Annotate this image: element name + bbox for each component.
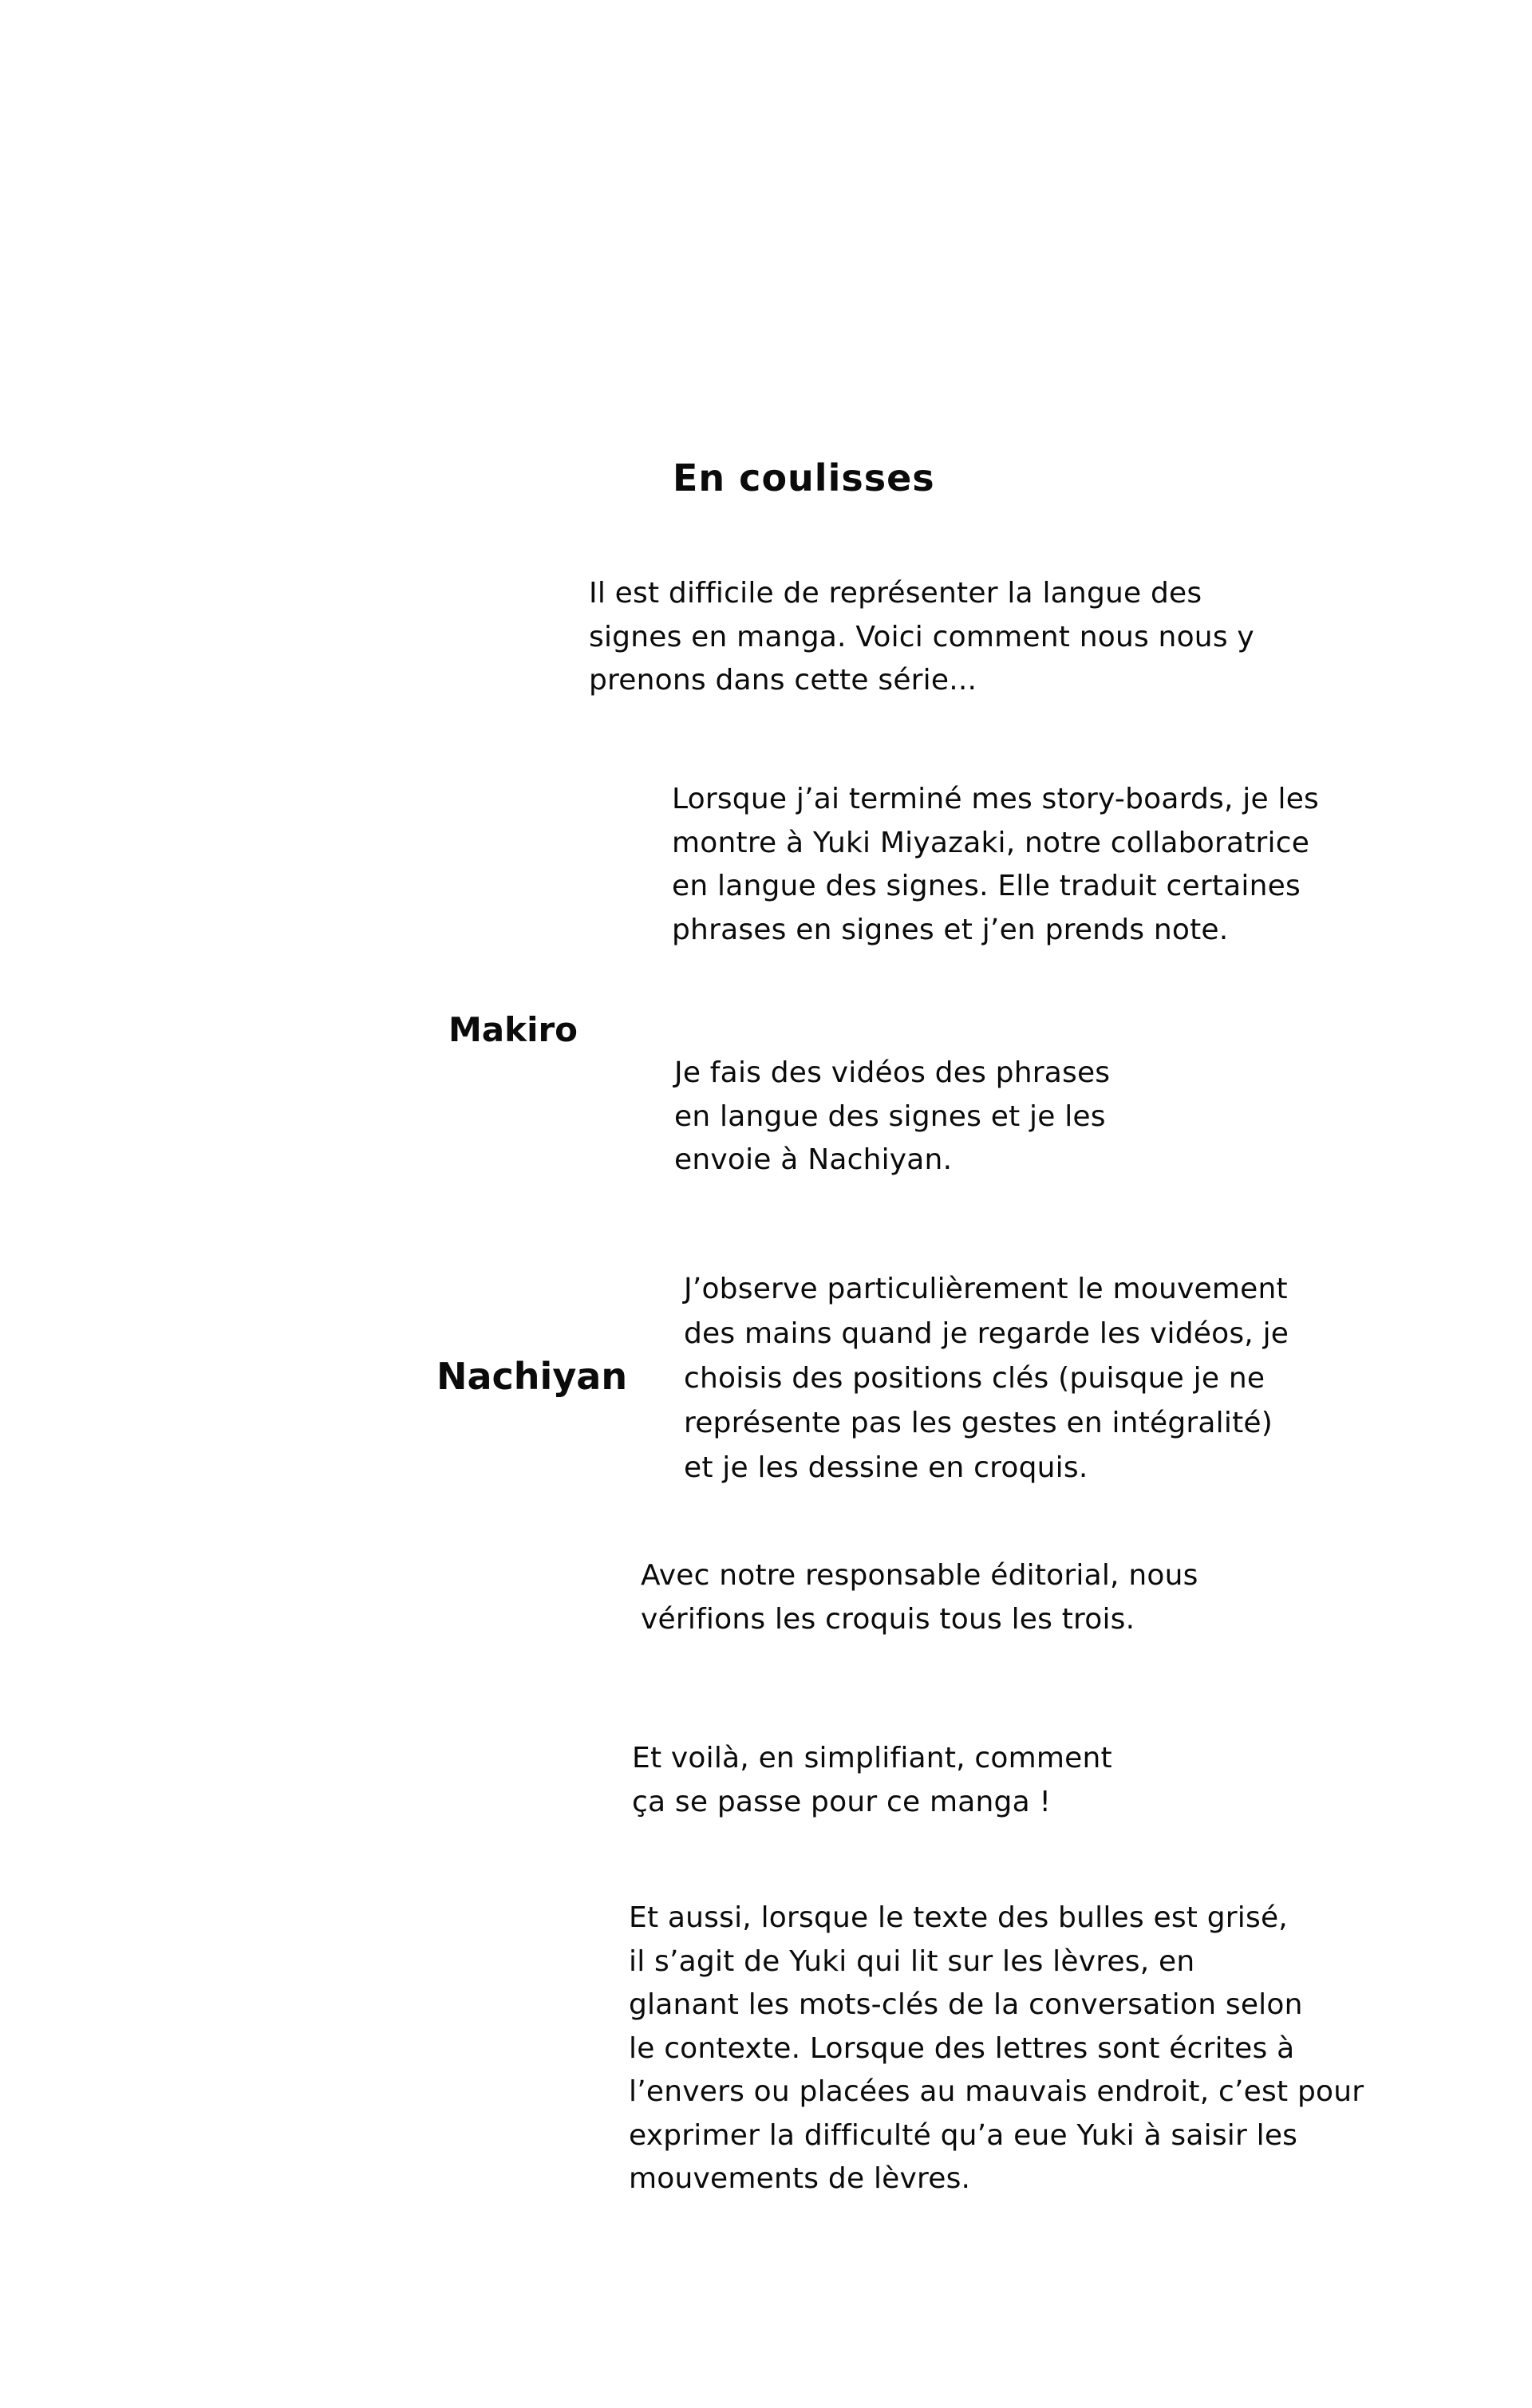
text-line: et je les dessine en croquis. [684, 1451, 1088, 1484]
text-line: choisis des positions clés (puisque je ne [684, 1362, 1265, 1395]
text-line: mouvements de lèvres. [629, 2162, 971, 2195]
text-line: envoie à Nachiyan. [674, 1143, 953, 1176]
text-line: glanant les mots-clés de la conversation selon [629, 1988, 1303, 2021]
grey-text-note-paragraph [629, 1897, 1364, 2201]
editor-check-paragraph [641, 1554, 1198, 1641]
text-line: signes en manga. Voici comment nous nous y [589, 620, 1254, 653]
text-line: montre à Yuki Miyazaki, notre collaboratrice [672, 826, 1310, 859]
text-line: représente pas les gestes en intégralité) [684, 1407, 1273, 1439]
text-line: Et voilà, en simplifiant, comment [632, 1742, 1112, 1774]
summary-paragraph [632, 1737, 1112, 1824]
speaker-name-makiro: Makiro [448, 1010, 578, 1049]
text-line: il s’agit de Yuki qui lit sur les lèvres, en [629, 1944, 1195, 1978]
text-line: des mains quand je regarde les vidéos, je [684, 1317, 1289, 1350]
text-line: vérifions les croquis tous les trois. [641, 1602, 1135, 1636]
text-line: prenons dans cette série... [589, 664, 977, 697]
yuki-videos-paragraph [674, 1052, 1110, 1182]
text-line: Et aussi, lorsque le texte des bulles est grisé, [629, 1901, 1288, 1934]
nachiyan-sketch-paragraph [684, 1267, 1289, 1490]
text-line: ça se passe pour ce manga ! [632, 1785, 1052, 1818]
text-line: le contexte. Lorsque des lettres sont écrites à [629, 2031, 1295, 2065]
text-line: Avec notre responsable éditorial, nous [641, 1559, 1198, 1592]
text-line: J’observe particulièrement le mouvement [684, 1273, 1288, 1305]
text-line: Lorsque j’ai terminé mes story-boards, je les [672, 783, 1320, 815]
text-line: en langue des signes et je les [674, 1099, 1106, 1133]
text-line: l’envers ou placées au mauvais endroit, c’est pour [629, 2075, 1364, 2108]
intro-paragraph [589, 572, 1254, 703]
text-line: en langue des signes. Elle traduit certaines [672, 870, 1301, 902]
text-line: exprimer la difficulté qu’a eue Yuki à saisir les [629, 2118, 1298, 2152]
page-title: En coulisses [673, 456, 935, 499]
text-line: Il est difficile de représenter la langue des [589, 577, 1202, 610]
makiro-storyboard-paragraph [672, 778, 1319, 952]
speaker-name-nachiyan: Nachiyan [436, 1355, 628, 1398]
text-line: phrases en signes et j’en prends note. [672, 913, 1229, 946]
text-line: Je fais des vidéos des phrases [674, 1056, 1111, 1089]
